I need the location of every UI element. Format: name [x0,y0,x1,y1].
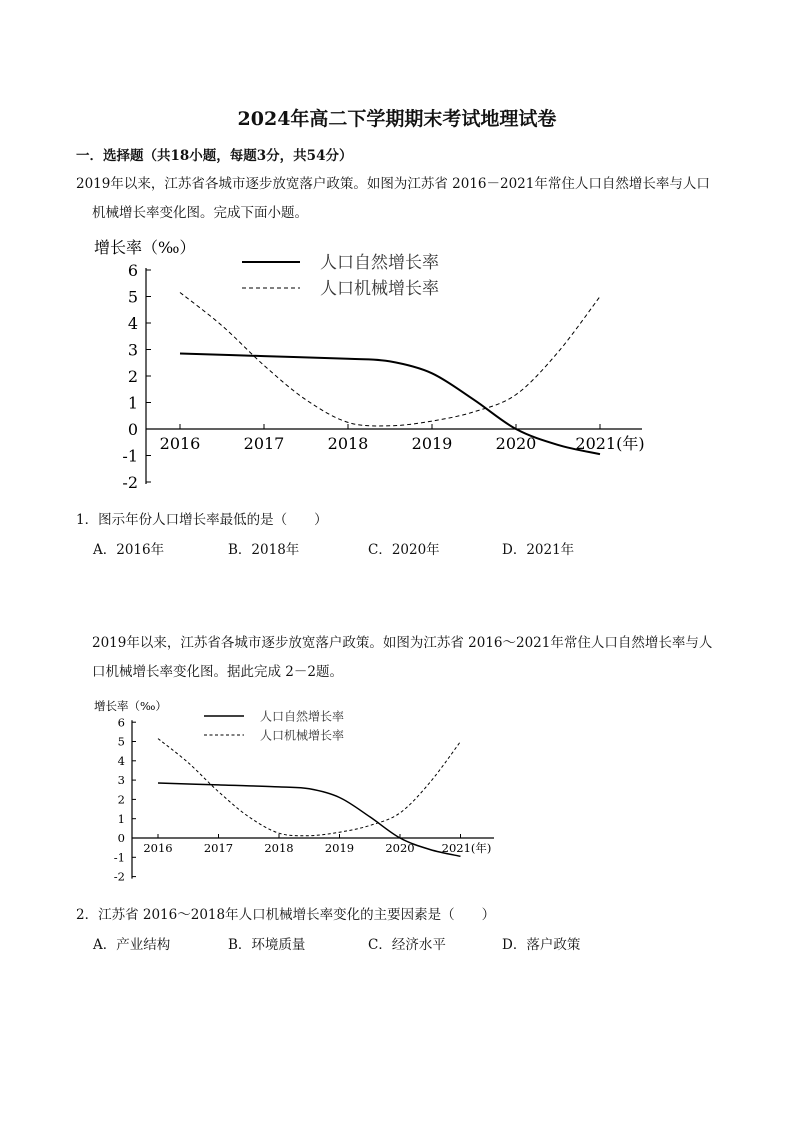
chart-1 [80,228,660,498]
chart2-series-migration-line [158,739,461,836]
chart1-y-tick-label: 3 [127,340,138,360]
chart1-legend-label: 人口机械增长率 [320,279,439,300]
intro2-line2: 口机械增长率变化图。据此完成 2－2题。 [92,664,343,680]
chart1-y-tick-label: 5 [127,287,138,307]
chart2-legend-label: 人口机械增长率 [260,728,345,743]
q1-option-d[interactable]: D．2021年 [502,542,575,558]
section-heading: 一．选择题（共18小题，每题3分，共54分） [76,148,353,164]
q2-option-b[interactable]: B．环境质量 [228,937,306,953]
chart2-y-tick-label: 2 [117,792,125,807]
chart-2 [86,690,506,890]
chart2-y-tick-label: 4 [117,753,125,768]
chart2-y-tick-label: -2 [113,869,125,884]
q1-option-c[interactable]: C．2020年 [368,542,440,558]
chart2-y-axis-title: 增长率（‰） [94,699,167,713]
chart2-x-tick-label: 2020 [385,841,415,855]
chart1-y-tick-label: 0 [127,419,138,439]
page-title: 2024年高二下学期期末考试地理试卷 [237,108,557,130]
chart1-x-tick-label: 2017 [243,434,285,453]
chart2-y-tick-label: -1 [113,850,125,865]
chart1-y-tick-label: 4 [127,313,138,333]
chart2-legend-label: 人口自然增长率 [260,709,345,724]
chart1-series-migration-line [180,293,600,426]
chart2-x-tick-label: 2018 [264,841,294,855]
q2-option-d[interactable]: D．落户政策 [502,937,581,953]
q2-option-c[interactable]: C．经济水平 [368,937,446,953]
q2-stem: 2．江苏省 2016～2018年人口机械增长率变化的主要因素是（ ） [76,907,496,923]
q1-stem: 1．图示年份人口增长率最低的是（ ） [76,512,328,528]
chart2-y-tick-label: 6 [117,715,125,730]
chart1-y-axis-title: 增长率（‰） [94,238,196,257]
chart1-x-tick-label: 2018 [327,434,369,453]
chart1-y-tick-label: -1 [122,446,138,466]
chart1-legend-label: 人口自然增长率 [320,253,439,274]
chart2-y-tick-label: 0 [117,831,125,846]
chart2-x-tick-label: 2019 [324,841,355,855]
chart1-x-tick-label: 2019 [411,434,453,453]
chart1-y-tick-label: -2 [122,472,138,492]
chart2-x-tick-label: 2016 [143,841,173,855]
intro1-line2: 机械增长率变化图。完成下面小题。 [92,205,308,221]
q1-option-a[interactable]: A．2016年 [93,542,165,558]
chart2-x-tick-label: 2021(年) [441,841,492,855]
chart1-x-tick-label: 2016 [159,434,201,453]
chart1-y-tick-label: 1 [127,393,138,413]
q1-option-b[interactable]: B．2018年 [228,542,300,558]
chart2-y-tick-label: 1 [117,811,125,826]
q2-option-a[interactable]: A．产业结构 [93,937,171,953]
chart2-y-tick-label: 3 [117,773,125,788]
chart1-y-tick-label: 2 [127,366,138,386]
chart1-y-tick-label: 6 [127,260,138,280]
chart1-x-tick-label: 2020 [495,434,537,453]
chart2-x-tick-label: 2017 [203,841,234,855]
intro2-line1: 2019年以来，江苏省各城市逐步放宽落户政策。如图为江苏省 2016～2021年常住人口自然增长率与人 [92,635,713,651]
chart1-x-tick-label: 2021(年) [575,434,645,453]
chart2-y-tick-label: 5 [117,734,125,749]
intro1-line1: 2019年以来，江苏省各城市逐步放宽落户政策。如图为江苏省 2016－2021年常住人口自然增长率与人口 [76,176,710,192]
